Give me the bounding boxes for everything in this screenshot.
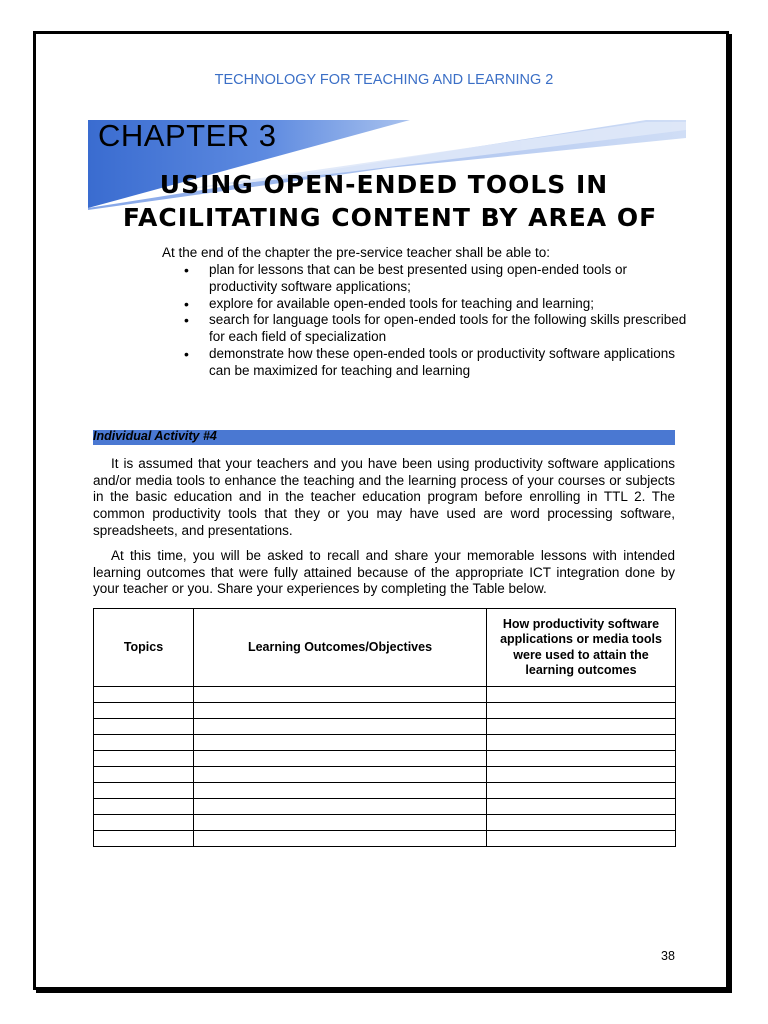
objective-text: search for language tools for open-ended tools for the following skills prescribed [209,312,687,328]
table-cell[interactable] [94,783,194,799]
chapter-label: CHAPTER 3 [98,118,277,153]
table-cell[interactable] [194,767,487,783]
bullet-icon: • [184,312,189,329]
chapter-title-line-2: FACILITATING CONTENT BY AREA OF [122,203,658,232]
objective-item [160,296,720,313]
table-cell[interactable] [194,735,487,751]
table-cell[interactable] [487,831,676,847]
activity-paragraph-2: At this time, you will be asked to recall and share your memorable lessons with intended learning outcomes that were fully attained because of the appropriate ICT integration done by your teacher or you. Share your experiences by completing the Table below. [93,548,675,597]
table-row [94,751,676,767]
table-row [94,687,676,703]
table-row [94,767,676,783]
table-cell[interactable] [194,815,487,831]
objective-text: explore for available open-ended tools for teaching and learning; [209,295,595,311]
table-header-row [94,609,676,687]
table-cell[interactable] [487,783,676,799]
table-cell[interactable] [194,799,487,815]
objective-text-continued: can be maximized for teaching and learning [209,362,471,378]
table-cell[interactable] [94,735,194,751]
table-cell[interactable] [194,687,487,703]
table-cell[interactable] [487,719,676,735]
table-cell[interactable] [487,687,676,703]
table-cell[interactable] [487,767,676,783]
table-row [94,783,676,799]
table-cell[interactable] [487,751,676,767]
column-header-learning-outcomes: Learning Outcomes/Objectives [194,609,487,687]
objective-item [160,346,720,380]
bullet-icon: • [184,262,189,278]
bullet-icon: • [184,345,189,362]
bullet-icon: • [184,295,189,312]
table-cell[interactable] [94,687,194,703]
table-cell[interactable] [194,719,487,735]
column-header-tools-used: How productivity software applications or media tools were used to attain the learning outcomes [487,609,676,687]
table-row [94,735,676,751]
activity-title: Individual Activity #4 [93,429,217,443]
page-number: 38 [661,949,675,963]
activity-paragraph-1: It is assumed that your teachers and you have been using productivity software applications and/or media tools to enhance the teaching and the learning process of your courses or subjects in the basic education and in the teacher education program before enrolling in TTL 2. The common productivity tools that they or you may have used are word processing software, spreadsheets, and presentations. [93,456,675,538]
objective-item [160,312,720,346]
objectives-intro: At the end of the chapter the pre-service teacher shall be able to: [162,245,550,260]
objective-text-continued: productivity software applications; [209,278,411,294]
objective-text: demonstrate how these open-ended tools or productivity software applications [209,345,676,361]
table-cell[interactable] [94,751,194,767]
table-cell[interactable] [194,831,487,847]
table-cell[interactable] [94,703,194,719]
table-cell[interactable] [94,799,194,815]
table-cell[interactable] [194,703,487,719]
table-row [94,719,676,735]
table-cell[interactable] [94,815,194,831]
table-row [94,815,676,831]
table-row [94,703,676,719]
objective-item [160,262,720,296]
table-cell[interactable] [194,751,487,767]
table-cell[interactable] [487,815,676,831]
table-cell[interactable] [487,799,676,815]
table-cell[interactable] [487,735,676,751]
objective-text: plan for lessons that can be best presented using open-ended tools or [209,262,628,277]
table-cell[interactable] [487,703,676,719]
experience-table [93,608,676,847]
chapter-title-line-1: USING OPEN-ENDED TOOLS IN [159,170,609,199]
table-cell[interactable] [94,719,194,735]
table-row [94,831,676,847]
table-cell[interactable] [94,767,194,783]
course-title: TECHNOLOGY FOR TEACHING AND LEARNING 2 [214,72,554,88]
table-body [94,687,676,847]
objective-text-continued: for each field of specialization [209,329,387,345]
objectives-list [160,262,720,380]
column-header-topics: Topics [94,609,194,687]
table-cell[interactable] [94,831,194,847]
table-row [94,799,676,815]
table-cell[interactable] [194,783,487,799]
